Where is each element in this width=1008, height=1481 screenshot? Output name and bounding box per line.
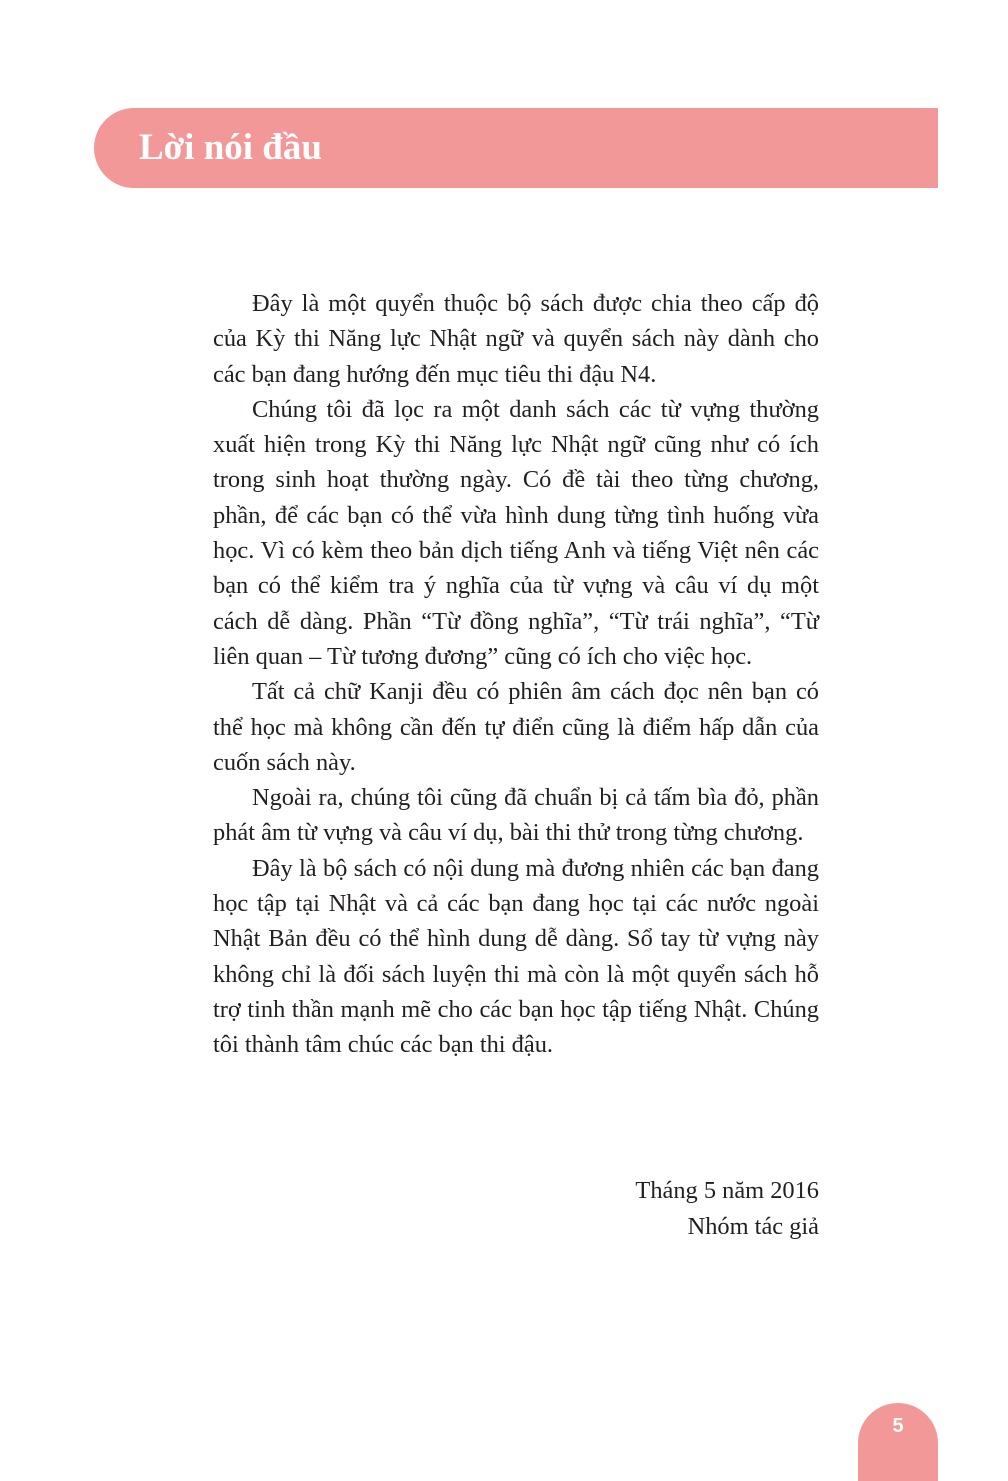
paragraph-2: Chúng tôi đã lọc ra một danh sách các từ vựng thường xuất hiện trong Kỳ thi Năng lực Nhật ngữ cũng như có ích trong sinh hoạt thường ngày. Có đề tài theo từng chương, phần, để các bạn có thể vừa hình dung từng tình huống vừa học. Vì có kèm theo bản dịch tiếng Anh và tiếng Việt nên các bạn có thể kiểm tra ý nghĩa của từ vựng và câu ví dụ một cách dễ dàng. Phần “Từ đồng nghĩa”, “Từ trái nghĩa”, “Từ liên quan – Từ tương đương” cũng có ích cho việc học. (213, 395, 819, 670)
signature-date: Tháng 5 năm 2016 (635, 1177, 819, 1204)
signature-author: Nhóm tác giả (687, 1213, 819, 1240)
page-title: Lời nói đầu (139, 127, 322, 168)
page-number-tab (858, 1403, 938, 1481)
signature-block (213, 1173, 819, 1245)
paragraph-4: Ngoài ra, chúng tôi cũng đã chuẩn bị cả tấm bìa đỏ, phần phát âm từ vựng và câu ví dụ, bài thi thử trong từng chương. (213, 784, 819, 847)
paragraph-3: Tất cả chữ Kanji đều có phiên âm cách đọc nên bạn có thể học mà không cần đến tự điển cũng là điểm hấp dẫn của cuốn sách này. (213, 678, 819, 776)
paragraph-5: Đây là bộ sách có nội dung mà đương nhiên các bạn đang học tập tại Nhật và cả các bạn đang học tại các nước ngoài Nhật Bản đều có thể hình dung dễ dàng. Sổ tay từ vựng này không chỉ là đối sách luyện thi mà còn là một quyển sách hỗ trợ tinh thần mạnh mẽ cho các bạn học tập tiếng Nhật. Chúng tôi thành tâm chúc các bạn thi đậu. (213, 854, 819, 1059)
paragraph-1: Đây là một quyển thuộc bộ sách được chia theo cấp độ của Kỳ thi Năng lực Nhật ngữ và quyển sách này dành cho các bạn đang hướng đến mục tiêu thi đậu N4. (213, 290, 819, 388)
title-band (94, 108, 938, 188)
page-number: 5 (892, 1415, 904, 1437)
preface-body (213, 286, 819, 1063)
